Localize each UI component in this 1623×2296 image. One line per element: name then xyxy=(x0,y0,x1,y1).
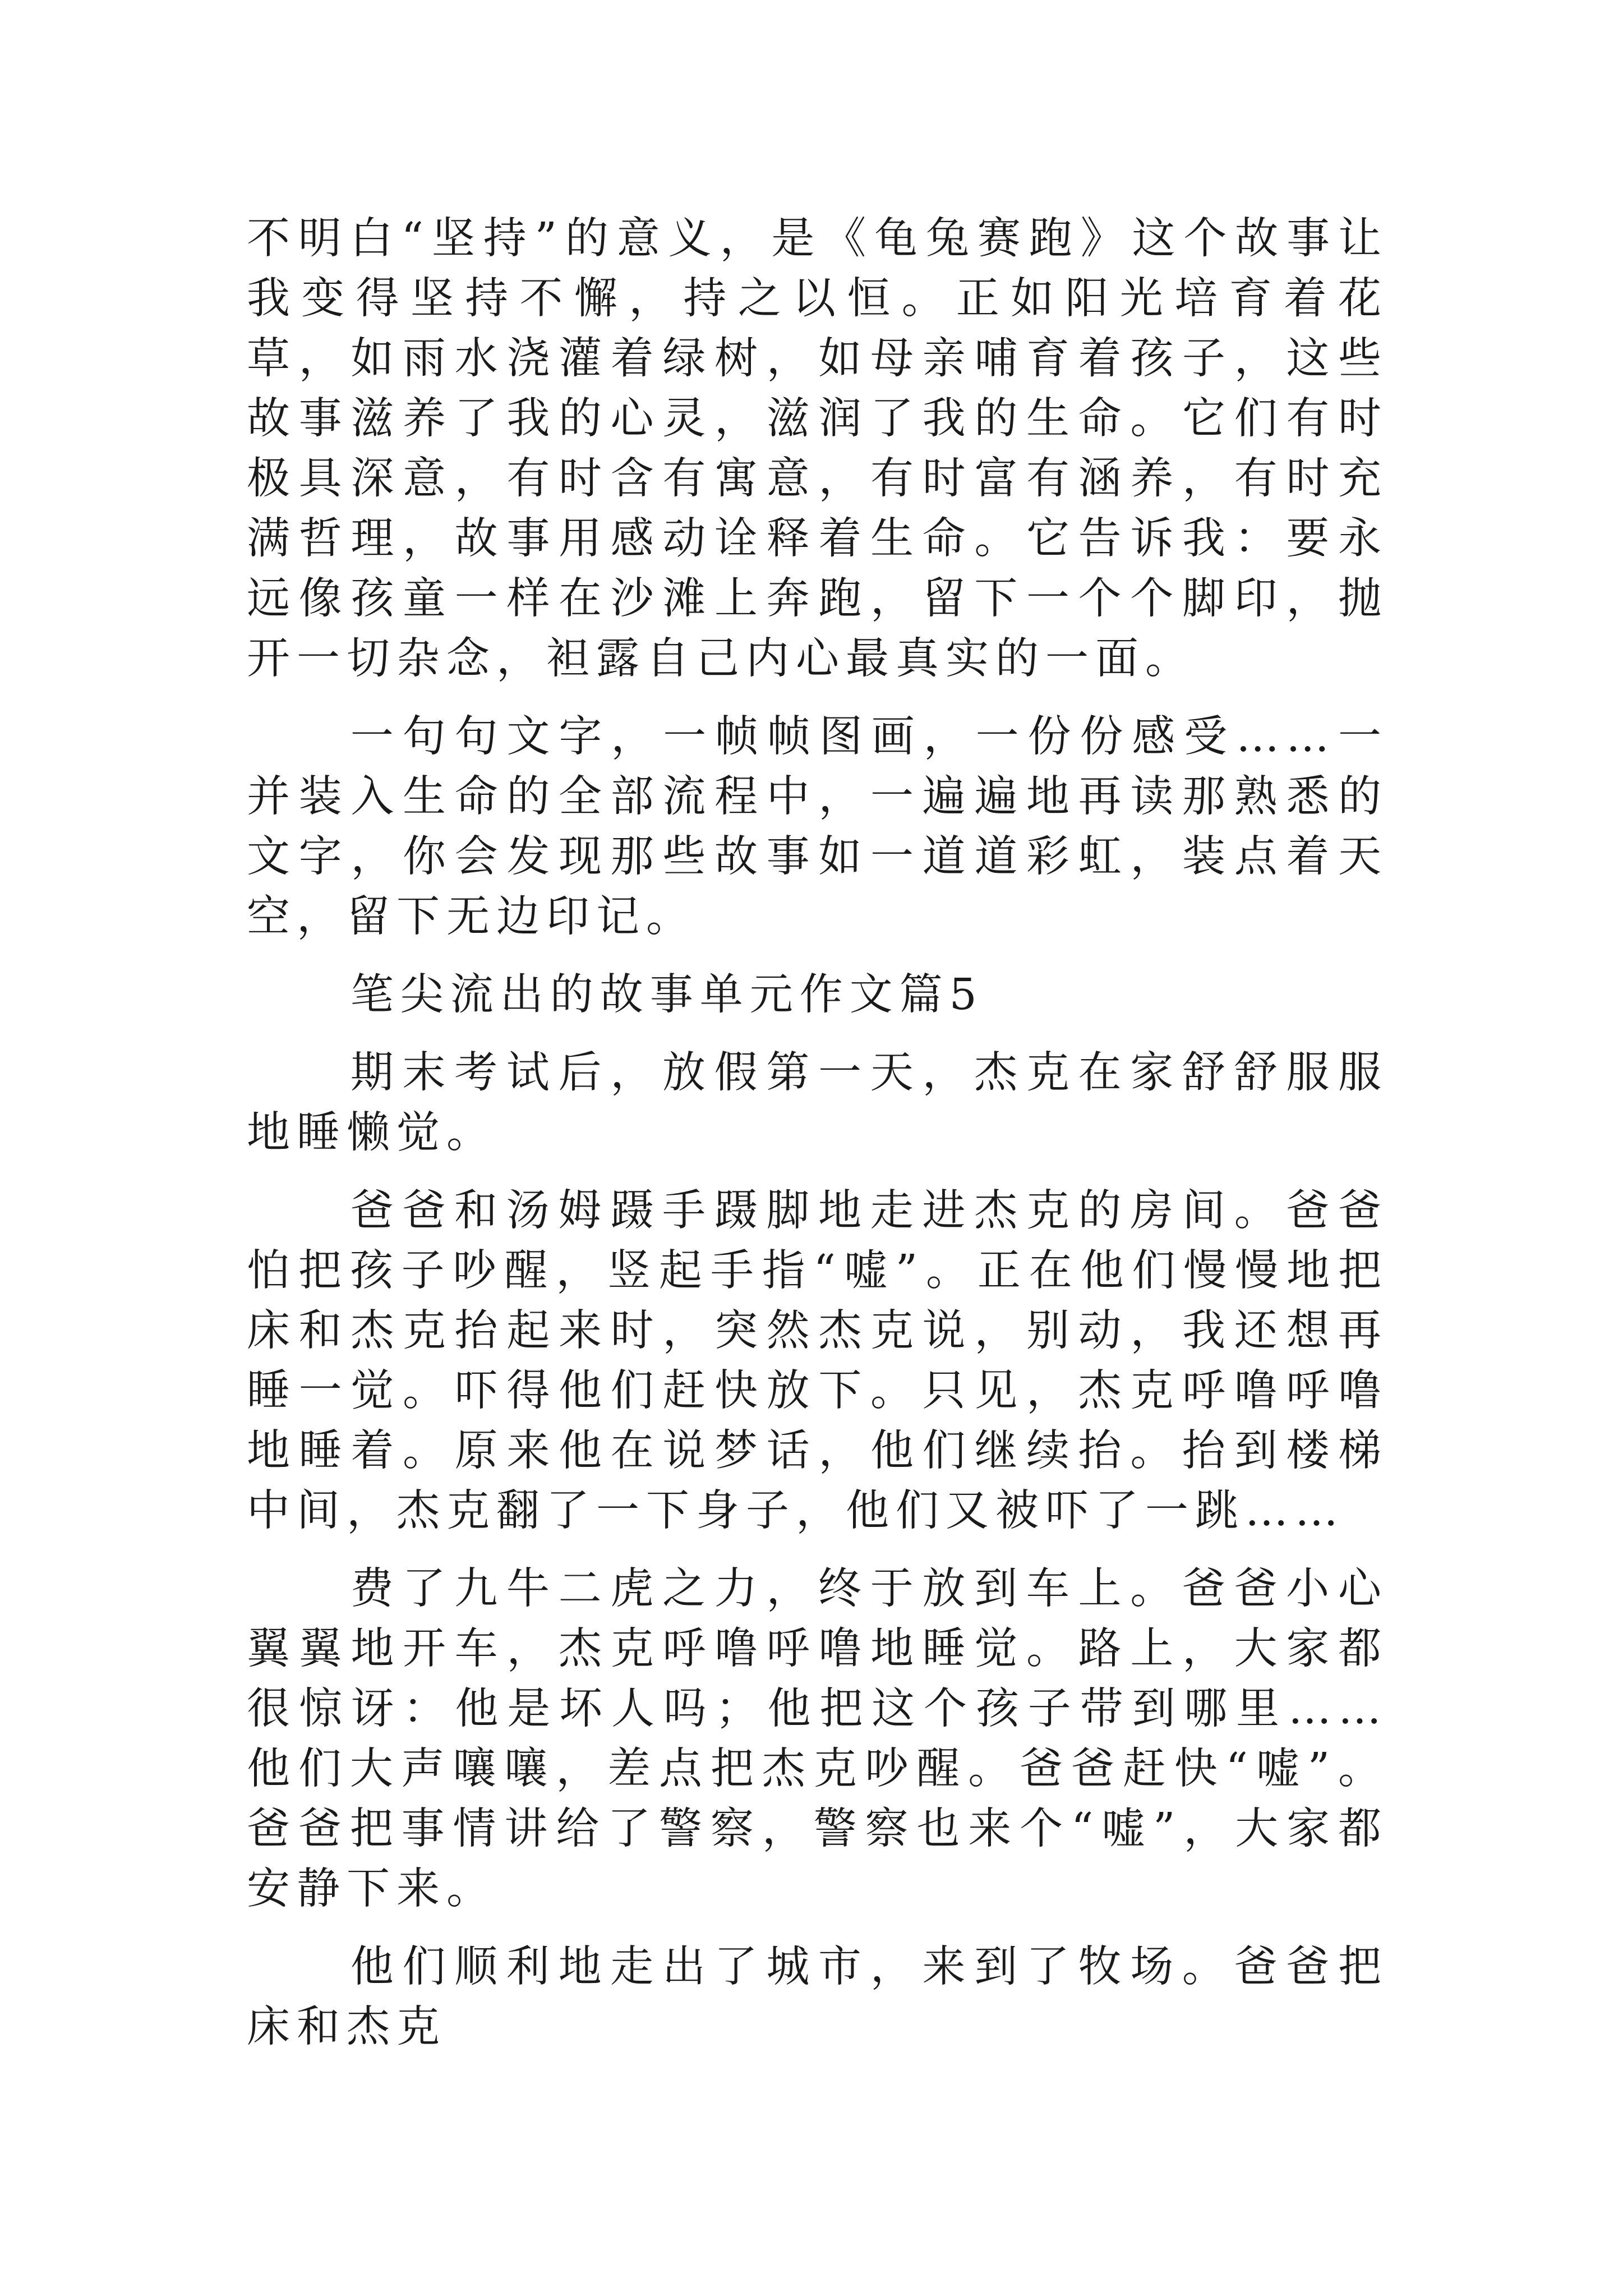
document-page xyxy=(247,209,1388,2057)
paragraph: 爸爸和汤姆蹑手蹑脚地走进杰克的房间。爸爸怕把孩子吵醒，竖起手指“嘘”。正在他们慢慢地把床和杰克抬起来时，突然杰克说，别动，我还想再睡一觉。吓得他们赶快放下。只见，杰克呼噜呼噜地睡着。原来他在说梦话，他们继续抬。抬到楼梯中间，杰克翻了一下身子，他们又被吓了一跳…… xyxy=(247,1186,1388,1536)
paragraph: 他们顺利地走出了城市，来到了牧场。爸爸把床和杰克 xyxy=(247,1942,1388,2052)
paragraph-continued: 不明白“坚持”的意义，是《龟兔赛跑》这个故事让我变得坚持不懈，持之以恒。正如阳光培育着花草，如雨水浇灌着绿树，如母亲哺育着孩子，这些故事滋养了我的心灵，滋润了我的生命。它们有时极具深意，有时含有寓意，有时富有涵养，有时充满哲理，故事用感动诠释着生命。它告诉我：要永远像孩童一样在沙滩上奔跑，留下一个个脚印，抛开一切杂念，袒露自己内心最真实的一面。 xyxy=(247,214,1388,684)
paragraph: 期末考试后，放假第一天，杰克在家舒舒服服地睡懒觉。 xyxy=(247,1048,1388,1158)
paragraph: 一句句文字，一帧帧图画，一份份感受……一并装入生命的全部流程中，一遍遍地再读那熟悉的文字，你会发现那些故事如一道道彩虹，装点着天空，留下无边印记。 xyxy=(247,712,1388,942)
section-heading: 笔尖流出的故事单元作文篇5 xyxy=(350,970,984,1020)
paragraph: 费了九牛二虎之力，终于放到车上。爸爸小心翼翼地开车，杰克呼噜呼噜地睡觉。路上，大家都很惊讶：他是坏人吗；他把这个孩子带到哪里……他们大声嚷嚷，差点把杰克吵醒。爸爸赶快“嘘”。爸爸把事情讲给了警察，警察也来个“嘘”，大家都安静下来。 xyxy=(247,1564,1388,1914)
